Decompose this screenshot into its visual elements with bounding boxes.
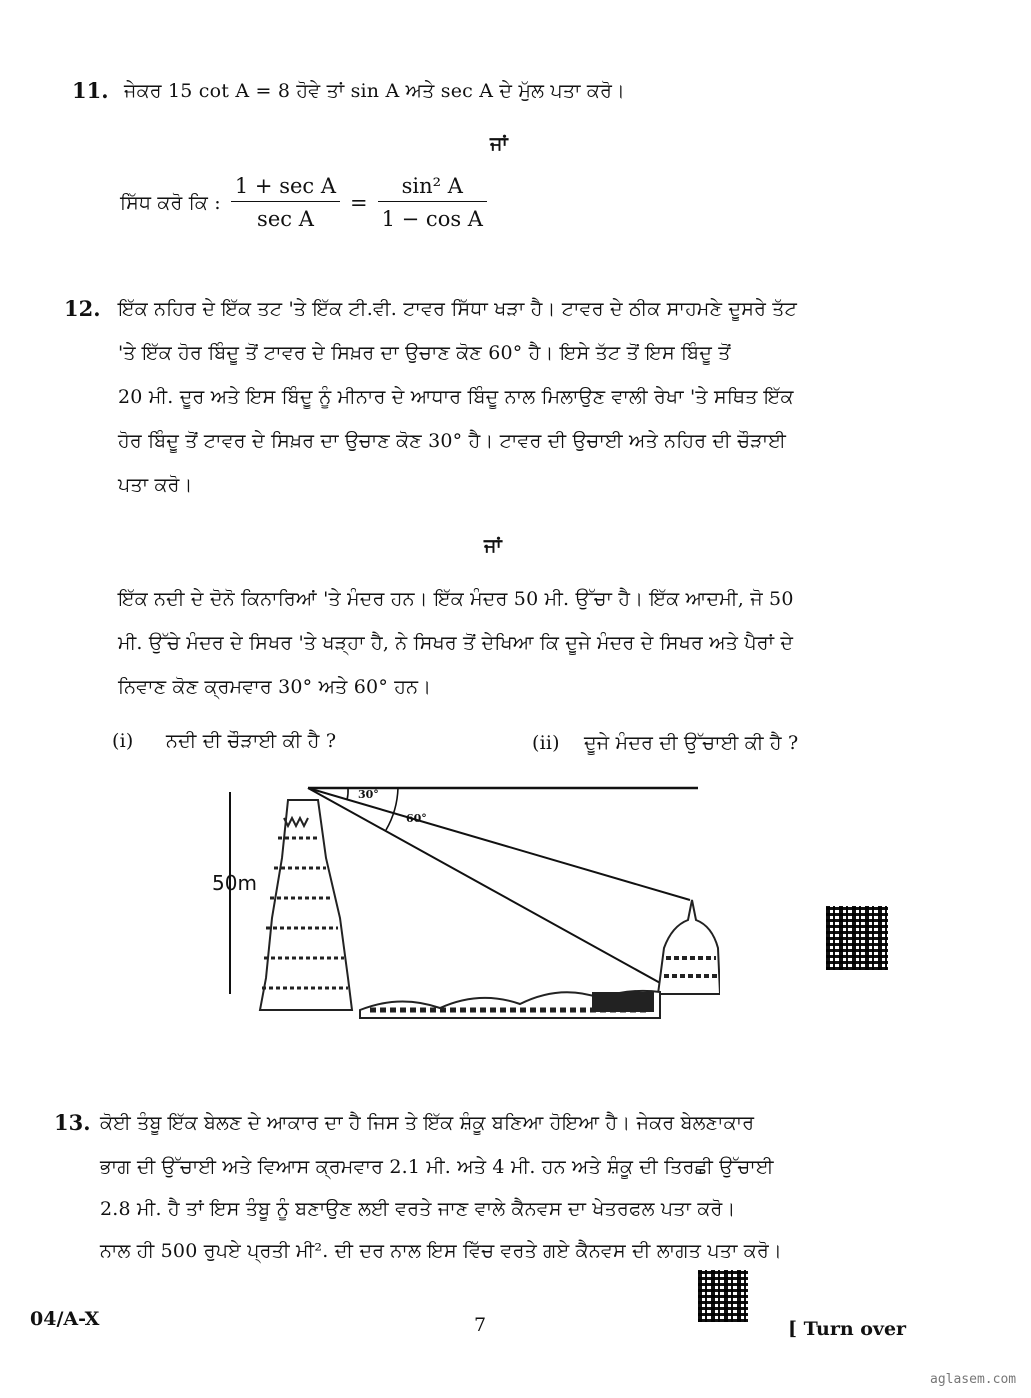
q13-line: ਨਾਲ ਹੀ 500 ਰੁਪਏ ਪ੍ਰਤੀ ਮੀ². ਦੀ ਦਰ ਨਾਲ ਇਸ ਵਿੱਚ ਵਰਤੇ ਗਏ ਕੈਨਵਸ ਦੀ ਲਾਗਤ ਪਤਾ ਕਰੋ। [100, 1240, 782, 1262]
lhs-fraction [231, 174, 340, 231]
q13-line: ਕੋਈ ਤੰਬੂ ਇੱਕ ਬੇਲਣ ਦੇ ਆਕਾਰ ਦਾ ਹੈ ਜਿਸ ਤੇ ਇੱਕ ਸ਼ੰਕੂ ਬਣਿਆ ਹੋਇਆ ਹੈ। ਜੇਕਰ ਬੇਲਣਾਕਾਰ [100, 1112, 755, 1134]
or-label: ਜਾਂ [484, 535, 502, 557]
q12-line: ਹੋਰ ਬਿੰਦੂ ਤੋਂ ਟਾਵਰ ਦੇ ਸਿਖ਼ਰ ਦਾ ਉਚਾਣ ਕੋਣ 30° ਹੈ। ਟਾਵਰ ਦੀ ਉਚਾਈ ਅਤੇ ਨਹਿਰ ਦੀ ਚੌੜਾਈ [118, 430, 787, 452]
equals-sign: = [350, 190, 368, 215]
question-number: 11. [72, 78, 109, 103]
sub-question-i-label: (i) [112, 730, 134, 752]
barcode-graphic [826, 906, 888, 970]
river-bank-illustration [360, 991, 660, 1018]
sub-question-i: ਨਦੀ ਦੀ ਚੌੜਾਈ ਕੀ ਹੈ ? [166, 730, 337, 752]
q12-line: ਇੱਕ ਨਹਿਰ ਦੇ ਇੱਕ ਤਟ 'ਤੇ ਇੱਕ ਟੀ.ਵੀ. ਟਾਵਰ ਸਿੱਧਾ ਖੜਾ ਹੈ। ਟਾਵਰ ਦੇ ਠੀਕ ਸਾਹਮਣੇ ਦੂਸਰੇ ਤੱਟ [118, 298, 798, 320]
q12-line: 'ਤੇ ਇੱਕ ਹੋਰ ਬਿੰਦੂ ਤੋਂ ਟਾਵਰ ਦੇ ਸਿਖ਼ਰ ਦਾ ਉਚਾਣ ਕੋਣ 60° ਹੈ। ਇਸੇ ਤੱਟ ਤੋਂ ਇਸ ਬਿੰਦੂ ਤੋਂ [118, 342, 731, 364]
barcode-graphic [698, 1270, 748, 1322]
q12-line: ਪਤਾ ਕਰੋ। [118, 474, 193, 496]
or-label: ਜਾਂ [490, 133, 508, 155]
right-temple-illustration [658, 900, 720, 994]
question-number: 13. [54, 1110, 91, 1135]
angle-60-label: 60° [406, 812, 427, 825]
turn-over-label: [ Turn over [788, 1318, 907, 1340]
page-number: 7 [474, 1314, 487, 1336]
line-to-top-of-second-temple [308, 788, 690, 900]
left-temple-illustration [260, 800, 352, 1010]
temples-figure [200, 778, 720, 1028]
q12-alt-line: ਮੀ. ਉੱਚੇ ਮੰਦਰ ਦੇ ਸਿਖਰ 'ਤੇ ਖੜ੍ਹਾ ਹੈ, ਨੇ ਸਿਖਰ ਤੋਂ ਦੇਖਿਆ ਕਿ ਦੂਜੇ ਮੰਦਰ ਦੇ ਸਿਖਰ ਅਤੇ ਪੈਰਾਂ ਦੇ [118, 632, 794, 654]
q12-line: 20 ਮੀ. ਦੂਰ ਅਤੇ ਇਸ ਬਿੰਦੂ ਨੂੰ ਮੀਨਾਰ ਦੇ ਆਧਾਰ ਬਿੰਦੂ ਨਾਲ ਮਿਲਾਉਣ ਵਾਲੀ ਰੇਖਾ 'ਤੇ ਸਥਿਤ ਇੱਕ [118, 386, 794, 408]
q11-statement: ਜੇਕਰ 15 cot A = 8 ਹੋਵੇ ਤਾਂ sin A ਅਤੇ sec A ਦੇ ਮੁੱਲ ਪਤਾ ਕਰੋ। [124, 80, 626, 102]
q12-alt-line: ਇੱਕ ਨਦੀ ਦੇ ਦੋਨੋ ਕਿਨਾਰਿਆਂ 'ਤੇ ਮੰਦਰ ਹਨ। ਇੱਕ ਮੰਦਰ 50 ਮੀ. ਉੱਚਾ ਹੈ। ਇੱਕ ਆਦਮੀ, ਜੋ 50 [118, 588, 794, 610]
prove-label: ਸਿੱਧ ਕਰੋ ਕਿ : [120, 191, 221, 214]
lhs-numerator: 1 + sec A [231, 174, 340, 202]
lhs-denominator: sec A [257, 207, 314, 231]
height-label: 50m [212, 871, 257, 895]
sub-question-ii: ਦੂਜੇ ਮੰਦਰ ਦੀ ਉੱਚਾਈ ਕੀ ਹੈ ? [584, 732, 799, 754]
angle-30-label: 30° [358, 788, 379, 801]
q11-identity [120, 174, 487, 231]
watermark: aglasem.com [930, 1372, 1017, 1387]
rhs-denominator: 1 − cos A [381, 207, 483, 231]
question-number: 12. [64, 296, 101, 321]
line-to-foot-of-second-temple [308, 788, 662, 984]
sub-question-ii-label: (ii) [532, 732, 560, 754]
rhs-numerator: sin² A [378, 174, 487, 202]
q13-line: ਭਾਗ ਦੀ ਉੱਚਾਈ ਅਤੇ ਵਿਆਸ ਕ੍ਰਮਵਾਰ 2.1 ਮੀ. ਅਤੇ 4 ਮੀ. ਹਨ ਅਤੇ ਸ਼ੰਕੂ ਦੀ ਤਿਰਛੀ ਉੱਚਾਈ [100, 1156, 774, 1178]
rhs-fraction [378, 174, 487, 231]
q12-alt-line: ਨਿਵਾਣ ਕੋਣ ਕ੍ਰਮਵਾਰ 30° ਅਤੇ 60° ਹਨ। [118, 676, 432, 698]
paper-code: 04/A-X [30, 1308, 100, 1330]
q13-line: 2.8 ਮੀ. ਹੈ ਤਾਂ ਇਸ ਤੰਬੂ ਨੂੰ ਬਣਾਉਣ ਲਈ ਵਰਤੇ ਜਾਣ ਵਾਲੇ ਕੈਨਵਸ ਦਾ ਖੇਤਰਫਲ ਪਤਾ ਕਰੋ। [100, 1198, 736, 1220]
